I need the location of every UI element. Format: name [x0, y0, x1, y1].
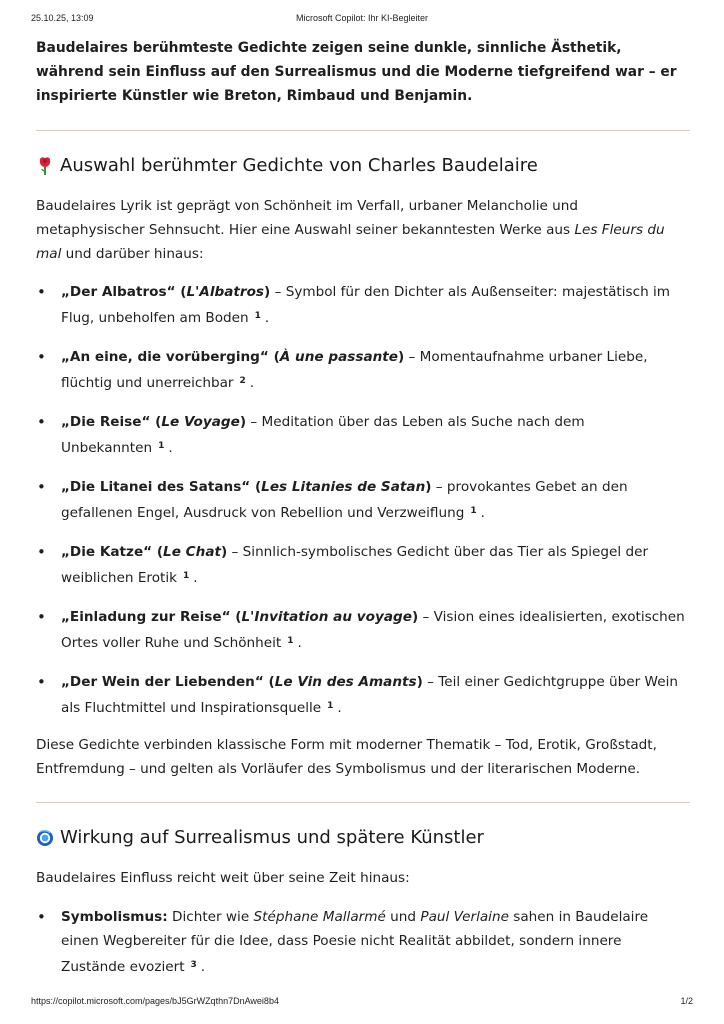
period: . — [193, 570, 198, 586]
list-item — [36, 605, 690, 655]
section-title-influence — [36, 825, 690, 851]
print-footer — [31, 996, 693, 1010]
influence-text: sahen in Baudelaire einen Wegbereiter für die Idee, dass Poesie nicht Realität abbildet, sondern innere Zustände evoziert — [61, 909, 649, 975]
page-content — [36, 36, 690, 979]
paren-close: ) — [239, 414, 247, 430]
section1-intro — [36, 194, 690, 266]
list-item — [36, 905, 690, 979]
period: . — [249, 375, 255, 391]
paren-close: ) — [411, 609, 419, 625]
poem-original-title: L'Invitation au voyage — [241, 609, 412, 625]
print-title: Microsoft Copilot: Ihr KI-Begleiter — [295, 13, 429, 23]
section-title-influence-text: Wirkung auf Surrealismus und spätere Künstler — [60, 827, 484, 848]
list-item — [36, 345, 690, 395]
poem-title: „Die Reise“ ( — [61, 414, 162, 430]
print-url: https://copilot.microsoft.com/pages/bJ5GrWZqthn7DnAwei8b4 — [31, 996, 279, 1006]
period: . — [297, 635, 302, 651]
poem-title: „Der Albatros“ ( — [61, 284, 187, 300]
citation-link[interactable]: 1 — [183, 571, 190, 581]
citation-link[interactable]: 3 — [190, 960, 197, 970]
influence-text: Dichter wie — [167, 909, 254, 925]
paren-close: ) — [398, 349, 405, 365]
list-item — [36, 540, 690, 590]
poem-list — [36, 280, 690, 720]
section1-intro-end: und darüber hinaus: — [61, 246, 204, 262]
poem-title: „Die Katze“ ( — [61, 544, 164, 560]
list-item — [36, 280, 690, 330]
poem-title: „Die Litanei des Satans“ ( — [61, 479, 262, 495]
influence-text: und — [385, 909, 421, 925]
period: . — [168, 440, 173, 456]
list-item — [36, 410, 690, 460]
divider — [36, 130, 690, 131]
poem-original-title: Le Voyage — [161, 414, 240, 430]
citation-link[interactable]: 1 — [470, 506, 477, 516]
poem-description: – Sinnlich-symbolisches Gedicht über das Tier als Spiegel der weiblichen Erotik — [61, 544, 649, 586]
citation-link[interactable]: 1 — [327, 701, 334, 711]
rose-icon — [36, 156, 54, 176]
poem-description: – Vision eines idealisierten, exotischen Ortes voller Ruhe und Schönheit — [61, 609, 685, 651]
paren-close: ) — [425, 479, 432, 495]
paren-close: ) — [221, 544, 228, 560]
period: . — [264, 310, 270, 326]
list-item — [36, 670, 690, 720]
poem-title: „Der Wein der Liebenden“ ( — [61, 674, 275, 690]
section-title-poems — [36, 153, 690, 179]
fleurs-du-mal-title: Les Fleurs du mal — [36, 222, 665, 262]
poem-original-title: À une passante — [279, 349, 399, 365]
divider — [36, 802, 690, 803]
poem-original-title: Le Chat — [163, 544, 221, 560]
page-number: 1/2 — [680, 996, 693, 1006]
period: . — [480, 505, 485, 521]
influence-label: Symbolismus: — [61, 909, 168, 925]
citation-link[interactable]: 1 — [254, 311, 261, 321]
poet-name-verlaine: Paul Verlaine — [420, 909, 509, 925]
list-item — [36, 475, 690, 525]
print-date: 25.10.25, 13:09 — [31, 13, 94, 23]
influence-list — [36, 905, 690, 979]
poem-description: – Meditation über das Leben als Suche nach dem Unbekannten — [61, 414, 585, 456]
intro-summary: Baudelaires berühmteste Gedichte zeigen seine dunkle, sinnliche Ästhetik, während sein Einfluss auf den Surrealismus und die Moderne tiefgreifend war – er inspirierte Künstler wie Breton, Rimbaud und Benjamin. — [36, 40, 677, 104]
section1-intro-text: Baudelaires Lyrik ist geprägt von Schönheit im Verfall, urbaner Melancholie und metaphysischer Sehnsucht. Hier eine Auswahl seiner bekanntesten Werke aus — [36, 198, 579, 238]
print-header — [31, 13, 693, 29]
poem-description: – Teil einer Gedichtgruppe über Wein als Fluchtmittel und Inspirationsquelle — [61, 674, 678, 716]
paren-close: ) — [416, 674, 423, 690]
section1-closing: Diese Gedichte verbinden klassische Form mit moderner Thematik – Tod, Erotik, Großstadt, Entfremdung – und gelten als Vorläufer des Symbolismus und der literarischen Moderne. — [36, 737, 657, 777]
period: . — [337, 700, 342, 716]
poet-name-mallarme: Stéphane Mallarmé — [253, 909, 386, 925]
citation-link[interactable]: 1 — [158, 441, 165, 451]
poem-title: „An eine, die vorüberging“ ( — [61, 349, 280, 365]
poem-original-title: Les Litanies de Satan — [261, 479, 426, 495]
citation-link[interactable]: 2 — [239, 376, 246, 386]
period: . — [200, 959, 206, 975]
section-title-poems-text: Auswahl berühmter Gedichte von Charles Baudelaire — [60, 155, 538, 176]
poem-original-title: L'Albatros — [186, 284, 265, 300]
citation-link[interactable]: 1 — [287, 636, 294, 646]
poem-description: – Momentaufnahme urbaner Liebe, flüchtig und unerreichbar — [61, 349, 648, 391]
section2-intro: Baudelaires Einfluss reicht weit über seine Zeit hinaus: — [36, 870, 410, 886]
blue-orb-icon — [36, 828, 54, 848]
poem-original-title: Le Vin des Amants — [274, 674, 417, 690]
poem-description: – Symbol für den Dichter als Außenseiter: majestätisch im Flug, unbeholfen am Boden — [61, 284, 671, 326]
poem-description: – provokantes Gebet an den gefallenen Engel, Ausdruck von Rebellion und Verzweiflung — [61, 479, 628, 521]
paren-close: ) — [264, 284, 271, 300]
poem-title: „Einladung zur Reise“ ( — [61, 609, 242, 625]
